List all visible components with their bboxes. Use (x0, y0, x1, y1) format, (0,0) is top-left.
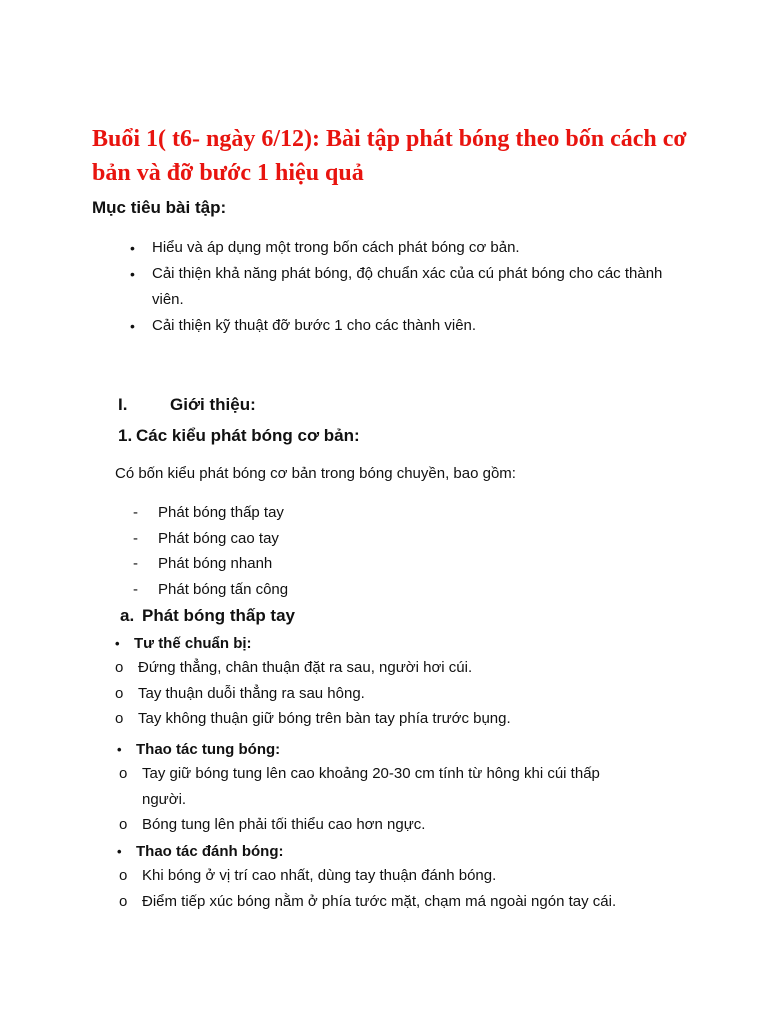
list-item (0, 551, 768, 577)
circle-bullet-icon: o (119, 816, 128, 833)
group-hit (0, 841, 768, 914)
dash-icon: - (133, 580, 138, 598)
group-heading (0, 633, 768, 655)
list-item-text: Cải thiện kỹ thuật đỡ bước 1 cho các thành viên. (152, 317, 477, 334)
section-title: Giới thiệu: (170, 395, 256, 414)
dash-icon: - (133, 504, 138, 521)
subsection-title: Các kiểu phát bóng cơ bản: (136, 426, 360, 445)
group-heading (0, 739, 768, 761)
list-item-text: Phát bóng nhanh (158, 555, 273, 572)
dash-icon: - (133, 529, 138, 547)
bullet-icon: • (117, 844, 122, 859)
list-item-text: Phát bóng thấp tay (158, 504, 284, 521)
dash-icon: - (133, 555, 138, 572)
subsection-a-number: a. (120, 606, 135, 625)
group-list (0, 655, 768, 732)
objectives-heading: Mục tiêu bài tập: (92, 198, 227, 217)
list-item (0, 706, 638, 732)
list-item-text: Phát bóng tấn công (158, 580, 289, 598)
section-number: I. (118, 395, 128, 414)
bullet-icon: • (130, 240, 135, 256)
group-list (0, 761, 768, 838)
list-item-text: Tay không thuận giữ bóng trên bàn tay phía trước bụng. (138, 710, 511, 727)
circle-bullet-icon: o (115, 659, 124, 676)
circle-bullet-icon: o (119, 892, 128, 910)
subsection-number: 1. (118, 426, 133, 445)
list-item (0, 655, 638, 681)
list-item (0, 313, 672, 339)
objectives-list (0, 235, 768, 339)
list-item-text: Đứng thẳng, chân thuận đặt ra sau, người hơi cúi. (138, 659, 473, 676)
bullet-icon: • (117, 742, 122, 757)
list-item (0, 681, 638, 707)
list-item-text: Điểm tiếp xúc bóng nằm ở phía tước mặt, chạm má ngoài ngón tay cái. (142, 892, 617, 910)
group-heading-text: Tư thế chuẩn bị: (134, 635, 252, 652)
list-item (0, 526, 768, 552)
list-item-text: Tay giữ bóng tung lên cao khoảng 20-30 cm tính từ hông khi cúi thấp người. (142, 765, 600, 808)
list-item-text: Bóng tung lên phải tối thiểu cao hơn ngực. (142, 816, 426, 833)
group-heading-text: Thao tác đánh bóng: (136, 843, 284, 860)
serve-types-list (0, 500, 768, 602)
list-item (0, 235, 672, 261)
intro-paragraph: Có bốn kiểu phát bóng cơ bản trong bóng chuyền, bao gồm: (115, 465, 516, 482)
list-item (0, 761, 642, 812)
group-toss (0, 739, 768, 838)
circle-bullet-icon: o (115, 684, 124, 702)
circle-bullet-icon: o (119, 765, 128, 782)
list-item (0, 863, 642, 889)
list-item-text: Cải thiện khả năng phát bóng, độ chuẩn xác của cú phát bóng cho các thành viên. (152, 265, 663, 308)
bullet-icon: • (130, 266, 135, 282)
list-item (0, 889, 642, 915)
bullet-icon: • (115, 636, 120, 651)
list-item-text: Hiểu và áp dụng một trong bốn cách phát bóng cơ bản. (152, 239, 520, 256)
group-heading-text: Thao tác tung bóng: (136, 741, 281, 758)
group-preparation (0, 633, 768, 732)
list-item-text: Khi bóng ở vị trí cao nhất, dùng tay thuận đánh bóng. (142, 867, 497, 884)
list-item-text: Phát bóng cao tay (158, 529, 279, 547)
bullet-icon: • (130, 318, 135, 334)
list-item (0, 812, 642, 838)
group-heading (0, 841, 768, 863)
list-item (0, 500, 768, 526)
list-item-text: Tay thuận duỗi thẳng ra sau hông. (138, 684, 365, 702)
list-item (0, 261, 672, 313)
circle-bullet-icon: o (119, 867, 128, 884)
subsection-a-title: Phát bóng thấp tay (142, 606, 295, 625)
document-title: Buổi 1( t6- ngày 6/12): Bài tập phát bóng theo bốn cách cơ bản và đỡ bước 1 hiệu quả (92, 126, 687, 186)
group-list (0, 863, 768, 914)
circle-bullet-icon: o (115, 710, 124, 727)
list-item (0, 577, 768, 603)
